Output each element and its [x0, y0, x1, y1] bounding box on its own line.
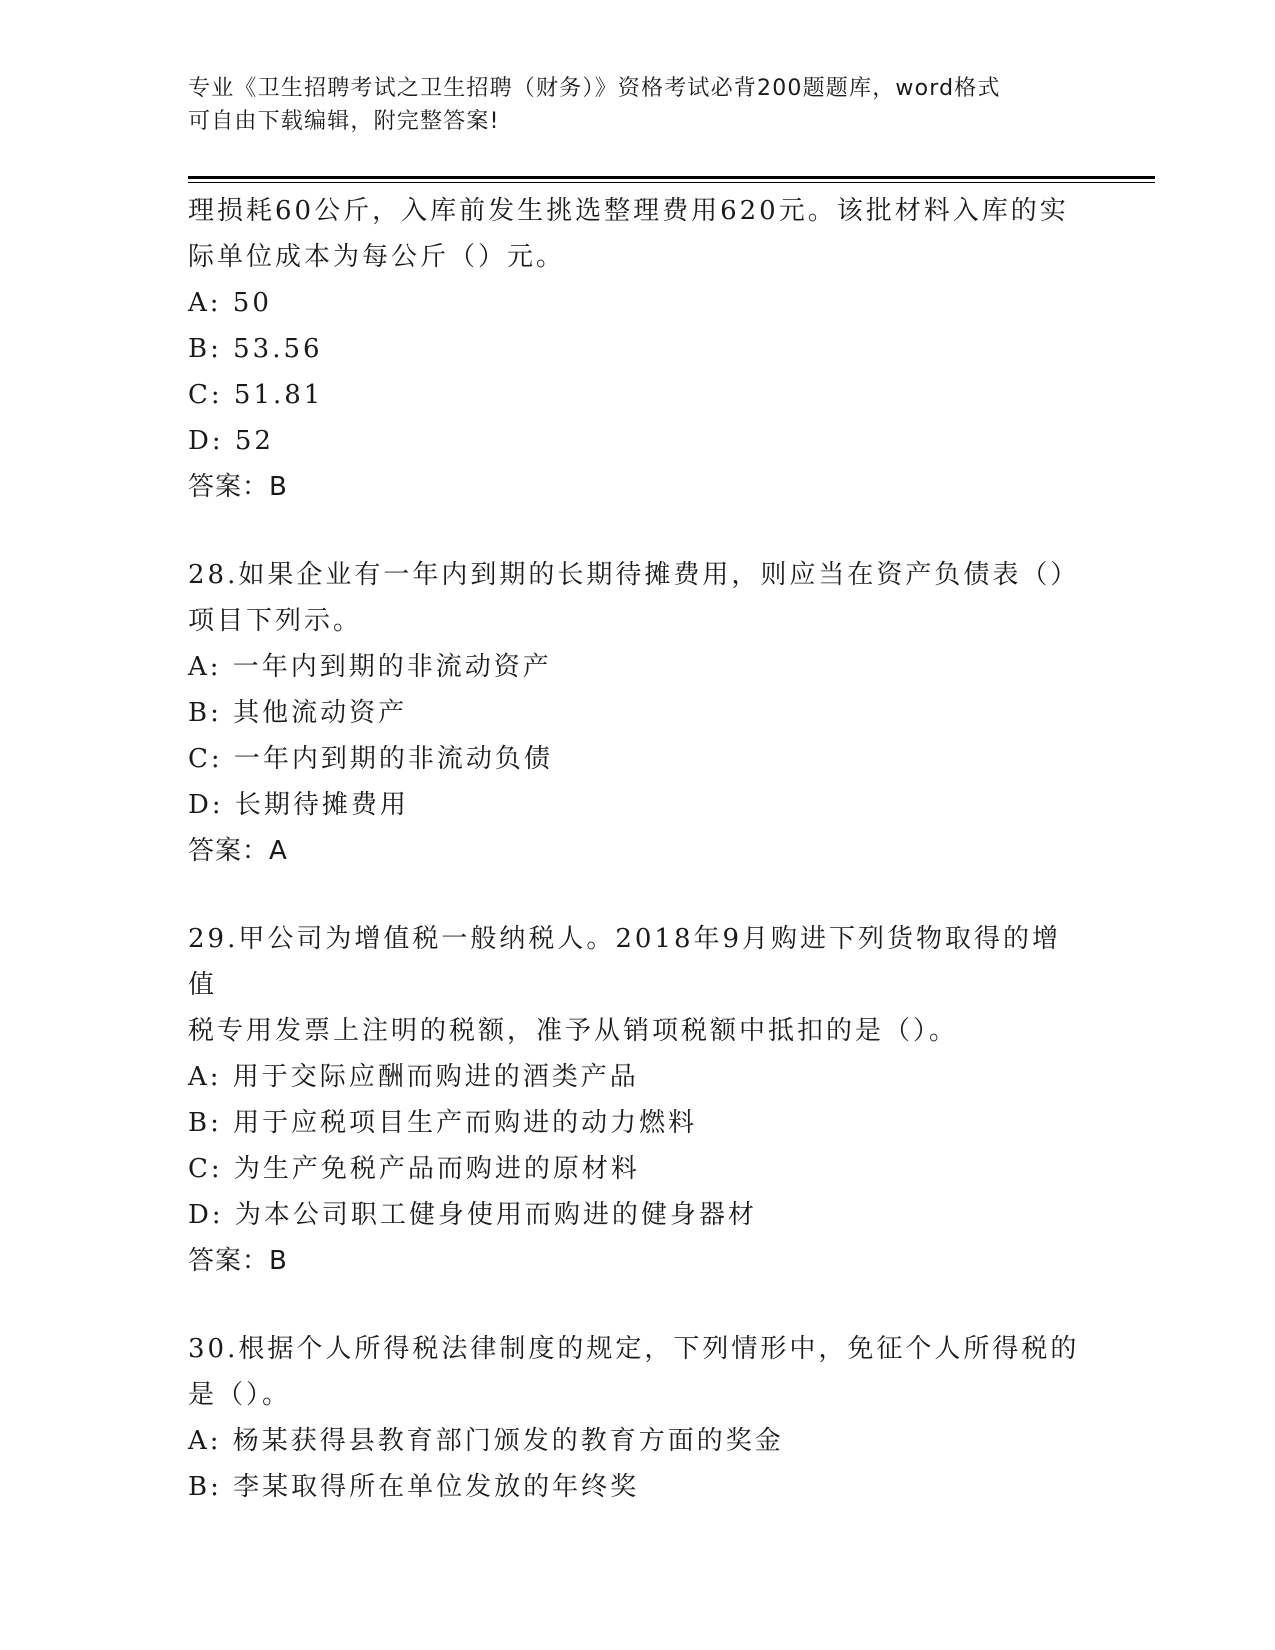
- page-header: [188, 72, 1088, 138]
- question-29-answer: 答案：B: [188, 1246, 288, 1276]
- question-29: [188, 916, 1088, 1284]
- question-27-option-c: C: 51.81: [188, 380, 324, 410]
- question-28-option-a: A: 一年内到期的非流动资产: [188, 652, 552, 682]
- question-27-option-d: D: 52: [188, 426, 274, 456]
- question-29-text-line-1: 29.甲公司为增值税一般纳税人。2018年9月购进下列货物取得的增值: [188, 924, 1062, 1000]
- question-29-option-b: B: 用于应税项目生产而购进的动力燃料: [188, 1108, 698, 1138]
- question-28-option-d: D: 长期待摊费用: [188, 790, 409, 820]
- question-28-text-line-2: 项目下列示。: [188, 606, 363, 636]
- question-27-answer: 答案：B: [188, 472, 288, 502]
- question-28: [188, 552, 1088, 874]
- question-29-option-d: D: 为本公司职工健身使用而购进的健身器材: [188, 1200, 757, 1230]
- question-27-option-b: B: 53.56: [188, 334, 323, 364]
- question-30-text-line-1: 30.根据个人所得税法律制度的规定，下列情形中，免征个人所得税的: [188, 1334, 1080, 1364]
- header-rule-thick: [188, 176, 1155, 179]
- question-28-option-b: B: 其他流动资产: [188, 698, 408, 728]
- question-30-option-b: B: 李某取得所在单位发放的年终奖: [188, 1472, 640, 1502]
- question-27-option-a: A: 50: [188, 288, 272, 318]
- header-line-2: 可自由下载编辑，附完整答案!: [188, 109, 500, 134]
- question-27-text-line-2: 际单位成本为每公斤（）元。: [188, 242, 566, 272]
- question-list: [188, 188, 1088, 1510]
- question-27: [188, 188, 1088, 510]
- spacer: [188, 1284, 1088, 1326]
- question-29-option-a: A: 用于交际应酬而购进的酒类产品: [188, 1062, 639, 1092]
- question-30: [188, 1326, 1088, 1510]
- spacer: [188, 510, 1088, 552]
- question-30-option-a: A: 杨某获得县教育部门颁发的教育方面的奖金: [188, 1426, 784, 1456]
- header-line-1: 专业《卫生招聘考试之卫生招聘（财务）》资格考试必背200题题库，word格式: [188, 76, 1001, 101]
- header-rule-thin: [188, 182, 1155, 183]
- question-28-answer: 答案：A: [188, 836, 288, 866]
- question-29-text-line-2: 税专用发票上注明的税额，准予从销项税额中抵扣的是（）。: [188, 1016, 959, 1046]
- question-29-option-c: C: 为生产免税产品而购进的原材料: [188, 1154, 640, 1184]
- question-28-text-line-1: 28.如果企业有一年内到期的长期待摊费用，则应当在资产负债表（）: [188, 560, 1080, 590]
- question-30-text-line-2: 是（）。: [188, 1380, 292, 1410]
- question-27-text-line-1: 理损耗60公斤，入库前发生挑选整理费用620元。该批材料入库的实: [188, 196, 1069, 226]
- question-28-option-c: C: 一年内到期的非流动负债: [188, 744, 553, 774]
- spacer: [188, 874, 1088, 916]
